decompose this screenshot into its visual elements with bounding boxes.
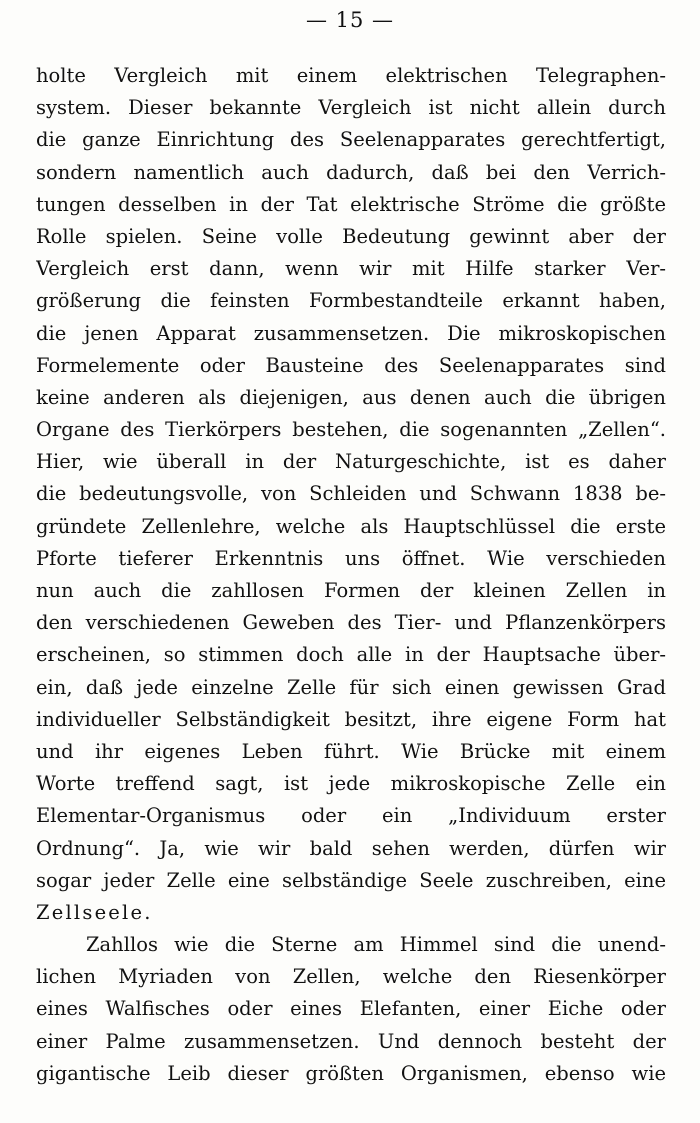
text-line: individueller Selbständigkeit besitzt, ihre eigene Form hat — [36, 707, 666, 731]
text-line: ein, daß jede einzelne Zelle für sich einen gewissen Grad — [36, 675, 666, 699]
text-line: system. Dieser bekannte Vergleich ist nicht allein durch — [36, 96, 666, 120]
text-line: und ihr eigenes Leben führt. Wie Brücke mit einem — [36, 739, 666, 763]
text-line: Worte treffend sagt, ist jede mikroskopische Zelle ein — [36, 772, 666, 796]
text-line: die jenen Apparat zusammensetzen. Die mikroskopischen — [36, 321, 666, 345]
text-line: Elementar-Organismus oder ein „Individuum erster — [36, 804, 666, 828]
text-line: gigantische Leib dieser größten Organismen, ebenso wie — [36, 1061, 666, 1085]
text-line: die ganze Einrichtung des Seelenapparates gerechtfertigt, — [36, 128, 666, 152]
text-line: Vergleich erst dann, wenn wir mit Hilfe starker Ver- — [36, 257, 666, 281]
text-line: nun auch die zahllosen Formen der kleinen Zellen in — [36, 579, 666, 602]
text-line: Organe des Tierkörpers bestehen, die sogenannten „Zellen“. — [36, 418, 666, 442]
text-line: größerung die feinsten Formbestandteile erkannt haben, — [36, 289, 666, 313]
text-line: tungen desselben in der Tat elektrische Ströme die größte — [36, 192, 666, 216]
page-number: — 15 — — [305, 8, 395, 32]
text-line: einer Palme zusammensetzen. Und dennoch besteht der — [36, 1029, 666, 1053]
text-line: Rolle spielen. Seine volle Bedeutung gewinnt aber der — [36, 224, 666, 248]
text-line: gründete Zellenlehre, welche als Hauptschlüssel die erste — [36, 514, 666, 538]
text-line: holte Vergleich mit einem elektrischen Telegraphen- — [36, 64, 666, 87]
text-line: den verschiedenen Geweben des Tier- und Pflanzenkörpers — [36, 611, 666, 635]
text-line: keine anderen als diejenigen, aus denen auch die übrigen — [36, 385, 666, 409]
text-line: Ordnung“. Ja, wie wir bald sehen werden, dürfen wir — [36, 836, 666, 860]
text-line: erscheinen, so stimmen doch alle in der Hauptsache über- — [36, 643, 666, 667]
text-line: Pforte tieferer Erkenntnis uns öffnet. Wie verschieden — [36, 546, 666, 570]
text-line: sogar jeder Zelle eine selbständige Seele zuschreiben, eine — [36, 868, 666, 892]
text-line: eines Walfisches oder eines Elefanten, einer Eiche oder — [36, 997, 666, 1021]
text-line: Zahllos wie die Sterne am Himmel sind die unend- — [86, 933, 666, 957]
text-line: Hier, wie überall in der Naturgeschichte, ist es daher — [36, 450, 666, 474]
text-line: Formelemente oder Bausteine des Seelenapparates sind — [36, 353, 666, 377]
text-line: sondern namentlich auch dadurch, daß bei den Verrich- — [36, 160, 666, 184]
text-line: Zellseele. — [36, 900, 153, 924]
text-line: die bedeutungsvolle, von Schleiden und Schwann 1838 be- — [36, 482, 666, 506]
text-line: lichen Myriaden von Zellen, welche den Riesenkörper — [36, 965, 666, 989]
body-text — [36, 60, 666, 1090]
